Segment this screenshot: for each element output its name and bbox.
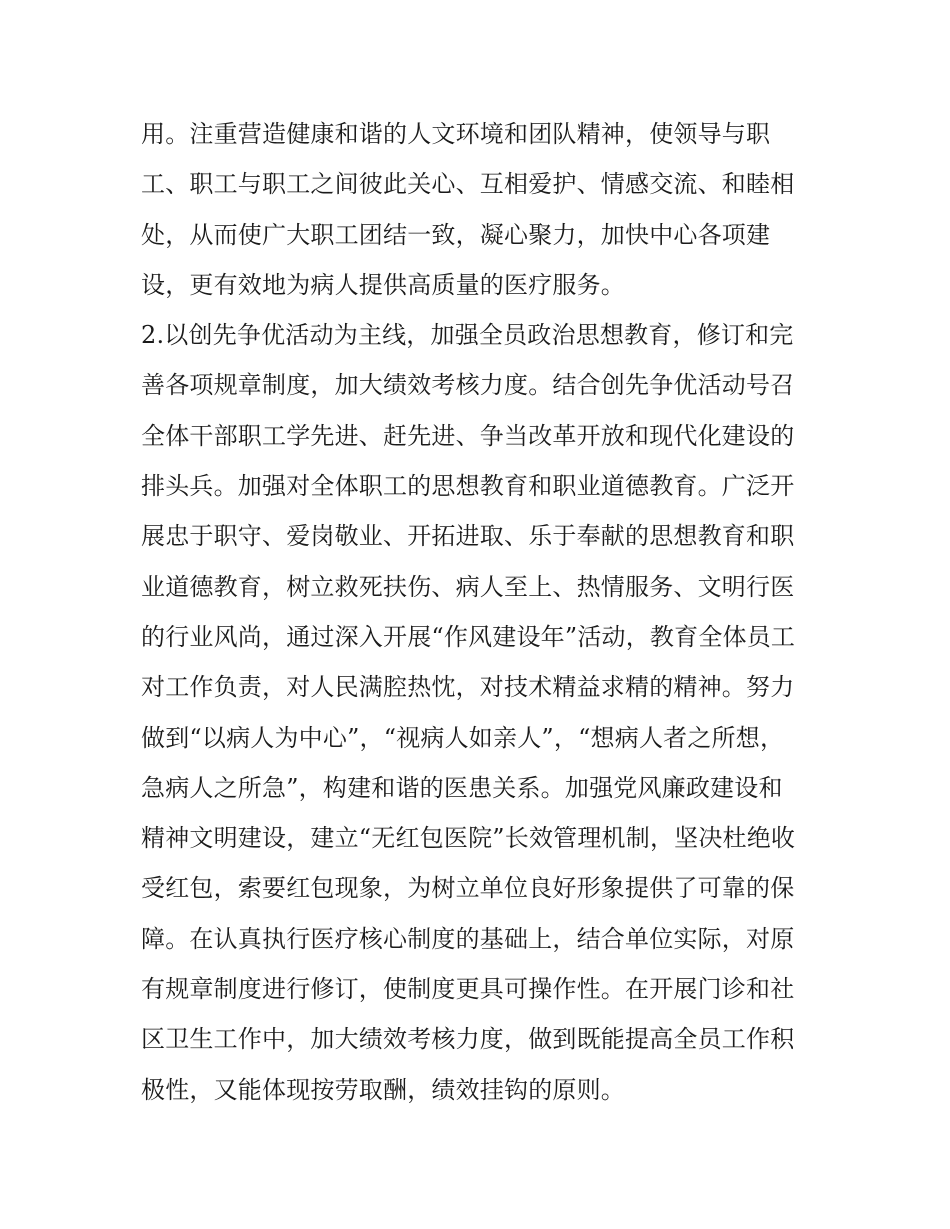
body-text	[141, 109, 821, 1115]
text-line: 障。在认真执行医疗核心制度的基础上，结合单位实际，对原	[141, 924, 795, 953]
text-line: 急病人之所急”，构建和谐的医患关系。加强党风廉政建设和	[141, 773, 783, 802]
text-line: 用。注重营造健康和谐的人文环境和团队精神，使领导与职	[141, 120, 771, 148]
text-line: 展忠于职守、爱岗敬业、开拓进取、乐于奉献的思想教育和职	[141, 522, 795, 551]
text-line: 工、职工与职工之间彼此关心、互相爱护、情感交流、和睦相	[141, 170, 795, 199]
text-line: 受红包，索要红包现象，为树立单位良好形象提供了可靠的保	[141, 874, 795, 903]
text-line: 业道德教育，树立救死扶伤、病人至上、热情服务、文明行医	[141, 572, 795, 601]
text-line: 对工作负责，对人民满腔热忱，对技术精益求精的精神。努力	[141, 673, 795, 702]
text-line: 善各项规章制度，加大绩效考核力度。结合创先争优活动号召	[141, 371, 795, 400]
text-line: 区卫生工作中，加大绩效考核力度，做到既能提高全员工作积	[141, 1025, 795, 1054]
text-line: 设，更有效地为病人提供高质量的医疗服务。	[141, 270, 625, 299]
text-line: 排头兵。加强对全体职工的思想教育和职业道德教育。广泛开	[141, 472, 795, 501]
text-line: 处，从而使广大职工团结一致，凝心聚力，加快中心各项建	[141, 220, 771, 249]
text-line: 精神文明建设，建立“无红包医院”长效管理机制，坚决杜绝收	[141, 824, 796, 853]
text-line: 全体干部职工学先进、赶先进、争当改革开放和现代化建设的	[141, 421, 795, 450]
text-line: 的行业风尚，通过深入开展“作风建设年”活动，教育全体员工	[141, 622, 796, 651]
text-line: 做到“以病人为中心”，“视病人如亲人”，“想病人者之所想，	[141, 723, 785, 752]
text-line: 极性，又能体现按劳取酬，绩效挂钩的原则。	[141, 1075, 625, 1104]
text-line: 有规章制度进行修订，使制度更具可操作性。在开展门诊和社	[141, 975, 795, 1004]
text-line: 2.以创先争优活动为主线，加强全员政治思想教育，修订和完	[141, 321, 794, 350]
